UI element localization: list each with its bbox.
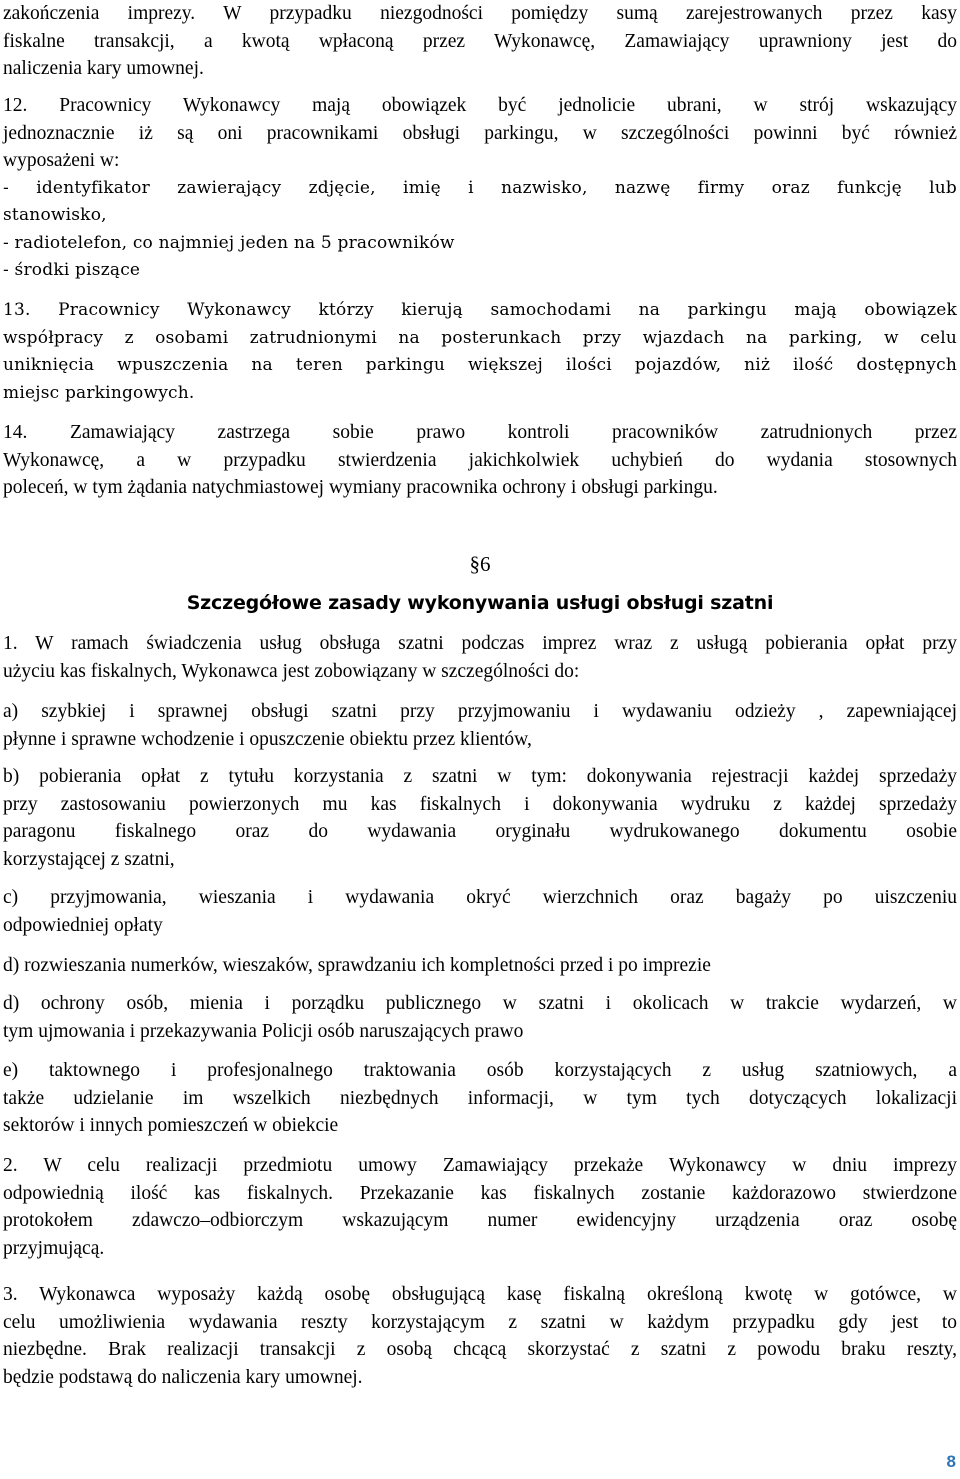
paragraph-12: [3, 92, 957, 285]
text-line: - środki piszące: [3, 260, 141, 280]
text-line: poleceń, w tym żądania natychmiastowej wymiany pracownika ochrony i obsługi parkingu.: [3, 477, 718, 498]
text-line: wyposażeni w:: [3, 150, 120, 171]
text-line: naliczenia kary umownej.: [3, 58, 204, 79]
text-line: przy zastosowaniu powierzonych mu kas fiskalnych i dokonywania wydruku z każdej sprzedaży: [3, 793, 957, 815]
paragraph-2: [3, 1152, 957, 1262]
text-line: a) szybkiej i sprawnej obsługi szatni przy przyjmowaniu i wydawaniu odzieży , zapewniającej: [3, 701, 957, 722]
section-title: Szczegółowe zasady wykonywania usługi obsługi szatni: [186, 592, 774, 614]
text-line: - identyfikator zawierający zdjęcie, imię i nazwisko, nazwę firmy oraz funkcję lub: [3, 177, 957, 198]
text-line: płynne i sprawne wchodzenie i opuszczenie obiektu przez klientów,: [3, 728, 532, 750]
text-line: odpowiednią ilość kas fiskalnych. Przekazanie kas fiskalnych zostanie każdorazowo stwierdzone: [3, 1182, 957, 1204]
paragraph-a: [3, 698, 957, 753]
text-line: paragonu fiskalnego oraz do wydawania oryginału wydrukowanego dokumentu osobie: [3, 821, 957, 842]
text-line: zakończenia imprezy. W przypadku niezgodności pomiędzy sumą zarejestrowanych przez kasy: [3, 3, 957, 24]
text-line: będzie podstawą do naliczenia kary umownej.: [3, 1366, 363, 1388]
text-line: przyjmującą.: [3, 1237, 105, 1259]
text-line: celu umożliwienia wydawania reszty korzystającym z szatni w każdym przypadku gdy jest to: [3, 1311, 957, 1333]
text-line: korzystającej z szatni,: [3, 848, 175, 870]
text-line: 3. Wykonawca wyposaży każdą osobę obsługującą kasę fiskalną określoną kwotę w gotówce, w: [3, 1284, 957, 1305]
text-line: 2. W celu realizacji przedmiotu umowy Zamawiający przekaże Wykonawcy w dniu imprezy: [3, 1155, 957, 1176]
text-line: tym ujmowania i przekazywania Policji osób naruszających prawo: [3, 1020, 524, 1042]
text-line: jednoznacznie iż są oni pracownikami obsługi parkingu, w szczególności powinni być również: [3, 122, 957, 144]
text-line: 13. Pracownicy Wykonawcy którzy kierują samochodami na parkingu mają obowiązek: [3, 300, 957, 320]
text-line: współpracy z osobami zatrudnionymi na posterunkach przy wjazdach na parking, w celu: [3, 327, 957, 348]
text-line: 12. Pracownicy Wykonawcy mają obowiązek być jednolicie ubrani, w strój wskazujący: [3, 95, 957, 116]
text-line: stanowisko,: [3, 205, 107, 225]
text-line: sektorów i innych pomieszczeń w obiekcie: [3, 1115, 339, 1136]
paragraph-c: [3, 884, 957, 939]
text-line: b) pobierania opłat z tytułu korzystania z szatni w tym: dokonywania rejestracji każdej sprzedaży: [3, 766, 957, 787]
text-line: e) taktownego i profesjonalnego traktowania osób korzystających z usług szatniowych, a: [3, 1060, 957, 1081]
text-line: uniknięcia wpuszczenia na teren parkingu większej ilości pojazdów, niż ilość dostępnych: [3, 355, 957, 375]
paragraph-1: [3, 630, 957, 685]
page-number: 8: [946, 1452, 956, 1471]
text-line: protokołem zdawczo–odbiorczym wskazującym numer ewidencyjny urządzenia oraz osobę: [3, 1210, 957, 1231]
paragraph-3: [3, 1281, 957, 1391]
text-line: - radiotelefon, co najmniej jeden na 5 pracowników: [3, 232, 455, 253]
paragraph-top: [3, 0, 957, 83]
paragraph-14: [3, 419, 957, 502]
section-number: §6: [469, 552, 491, 576]
text-line: 14. Zamawiający zastrzega sobie prawo kontroli pracowników zatrudnionych przez: [3, 422, 957, 443]
text-line: odpowiedniej opłaty: [3, 914, 163, 936]
paragraph-d1: [3, 952, 957, 980]
text-line: c) przyjmowania, wieszania i wydawania okryć wierzchnich oraz bagaży po uiszczeniu: [3, 887, 957, 908]
text-line: d) rozwieszania numerków, wieszaków, sprawdzaniu ich kompletności przed i po imprezie: [3, 955, 711, 976]
text-line: także udzielanie im wszelkich niezbędnych informacji, w tym tych dotyczących lokalizacji: [3, 1087, 957, 1109]
text-line: 1. W ramach świadczenia usług obsługa szatni podczas imprez wraz z usługą pobierania opłat przy: [3, 633, 957, 654]
text-line: fiskalne transakcji, a kwotą wpłaconą przez Wykonawcę, Zamawiający uprawniony jest do: [3, 30, 957, 52]
text-line: Wykonawcę, a w przypadku stwierdzenia jakichkolwiek uchybień do wydania stosownych: [3, 449, 957, 471]
text-line: użyciu kas fiskalnych, Wykonawca jest zobowiązany w szczególności do:: [3, 660, 580, 682]
paragraph-e: [3, 1057, 957, 1140]
paragraph-d2: [3, 990, 957, 1045]
text-line: niezbędne. Brak realizacji transakcji z osobą chcącą skorzystać z szatni z powodu braku reszty,: [3, 1339, 957, 1360]
paragraph-13: [3, 297, 957, 407]
paragraph-b: [3, 763, 957, 873]
text-line: d) ochrony osób, mienia i porządku publicznego w szatni i okolicach w trakcie wydarzeń, w: [3, 993, 957, 1014]
text-line: miejsc parkingowych.: [3, 382, 195, 403]
